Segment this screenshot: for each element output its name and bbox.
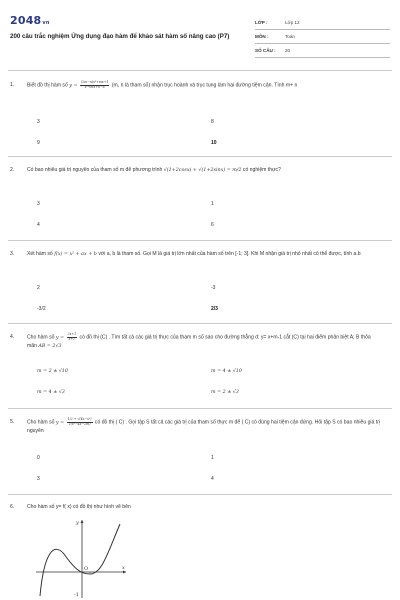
answer-option[interactable]: m = 2 ± √10 [37,369,68,374]
answer-option[interactable]: m = 2 ± √3 [211,390,239,395]
meta-row-count [255,44,390,58]
answer-option[interactable]: -3/2 [37,306,46,312]
question-number: 1. [10,82,15,88]
answer-option[interactable]: 3 [37,476,40,482]
formula: √(1+2cosx) + √(1+2sinx) = m/2 [163,168,242,173]
site-logo[interactable]: 2048vn [10,14,50,27]
fraction: $\frac{\text{(2m−n)x²+mx+1}}{\text{x²+mx+n−6}}$ [80,80,109,89]
divider [8,494,392,495]
question-body: Biết đồ thị hàm số y = $\frac{\text{(2m−n)x²+mx+1}}{\text{x²+mx+n−6}}$ (m, n là tham số) nhận trục hoành và trục tung làm hai đường tiệm cận. Tính m+ n [27,80,298,89]
fraction: $\frac{\text{1/2 + √(4x−x²)}}{\text{√(x²−4x−2m)}}$ [67,417,92,426]
divider [8,408,392,409]
answer-option[interactable]: 9 [37,140,40,146]
answer-option-correct[interactable]: 10 [211,140,217,146]
question-body: Xét hàm số f(x) = x² + ax + b với a, b là tham số. Gọi M là giá trị lớn nhất của hàm số trên [-1; 3]. Khi M nhận giá trị nhỏ nhất có thể được, tính a.b [27,251,361,257]
answer-option[interactable]: 1 [211,455,214,461]
meta-row-subject [255,30,390,44]
tick-label-minus-one: -1 [74,592,79,598]
meta-label: SỐ CÂU : [255,48,276,53]
question-number: 2. [10,167,15,173]
meta-label: LỚP : [255,20,268,25]
formula: AB = 2√3 [38,344,62,350]
meta-table [255,16,390,58]
function-graph [30,512,130,600]
answer-option[interactable]: 2 [37,285,40,291]
document-header [0,0,400,62]
formula: y = [69,83,78,89]
meta-label: MÔN : [255,34,269,39]
answer-option[interactable]: 4 [211,476,214,482]
divider [8,156,392,157]
answer-option-correct[interactable]: 2/3 [211,306,218,312]
meta-value: 20 [285,48,291,53]
question-number: 5. [10,419,15,425]
formula: f(x) = x² + ax + b [54,252,97,257]
answer-option[interactable]: 6 [211,222,214,228]
formula: y = [55,420,65,426]
x-axis-label: x [122,565,125,571]
answer-option[interactable]: 3 [37,119,40,125]
question-number: 4. [10,334,15,340]
meta-value: Lớp 12 [285,20,300,25]
answer-option[interactable]: 8 [211,119,214,125]
question-body: Cho hàm số y = $\frac{2x+1}{x+1}$ có đồ thị (C) . Tìm tất cả các giá trị thực của tham m số sao cho đường thẳng d: y= x+m-1 cắt (C) tại hai điểm phân biệt A; B thỏa mãn AB = 2√3 [27,332,371,350]
answer-option[interactable]: 3 [37,201,40,207]
origin-label: O [84,566,89,572]
question-body: Có bao nhiêu giá trị nguyên của tham số m để phương trình √(1+2cosx) + √(1+2sinx) = m/2 có nghiệm thực? [27,167,281,173]
answer-option[interactable]: 4 [37,222,40,228]
question-body: Cho hàm số y = $\frac{\text{1/2 + √(4x−x²)}}{\text{√(x²−4x−2m)}}$ có đồ thị ( C) . Gọi tập S tất cả các giá trị của tham số thực m để ( C) có đúng hai tiệm cận đứng. Hỏi tập S có bao nhiêu giá trị nguyên [27,417,381,435]
answer-option[interactable]: -3 [211,285,216,291]
question-body: Cho hàm số y= f( x) có đồ thị như hình vẽ bên [27,504,131,510]
formula: y = [55,335,65,341]
answer-option[interactable]: m = 4 ± √10 [211,369,242,374]
divider [8,323,392,324]
question-number: 6. [10,504,15,510]
question-number: 3. [10,251,15,257]
meta-value: Toán [285,34,295,39]
function-curve [40,524,120,596]
answer-option[interactable]: 0 [37,455,40,461]
divider [8,240,392,241]
meta-row-class [255,16,390,30]
answer-option[interactable]: 1 [211,201,214,207]
logo-suffix: vn [42,20,50,26]
y-axis-label: y [76,520,79,526]
divider [8,70,392,71]
y-axis-arrow-icon [81,520,84,523]
answer-option[interactable]: m = 4 ± √3 [37,390,65,395]
page-title: 200 câu trắc nghiệm Ứng dụng đạo hàm để khảo sát hàm số nâng cao (P7) [10,33,230,40]
fraction: $\frac{2x+1}{x+1}$ [67,332,77,341]
